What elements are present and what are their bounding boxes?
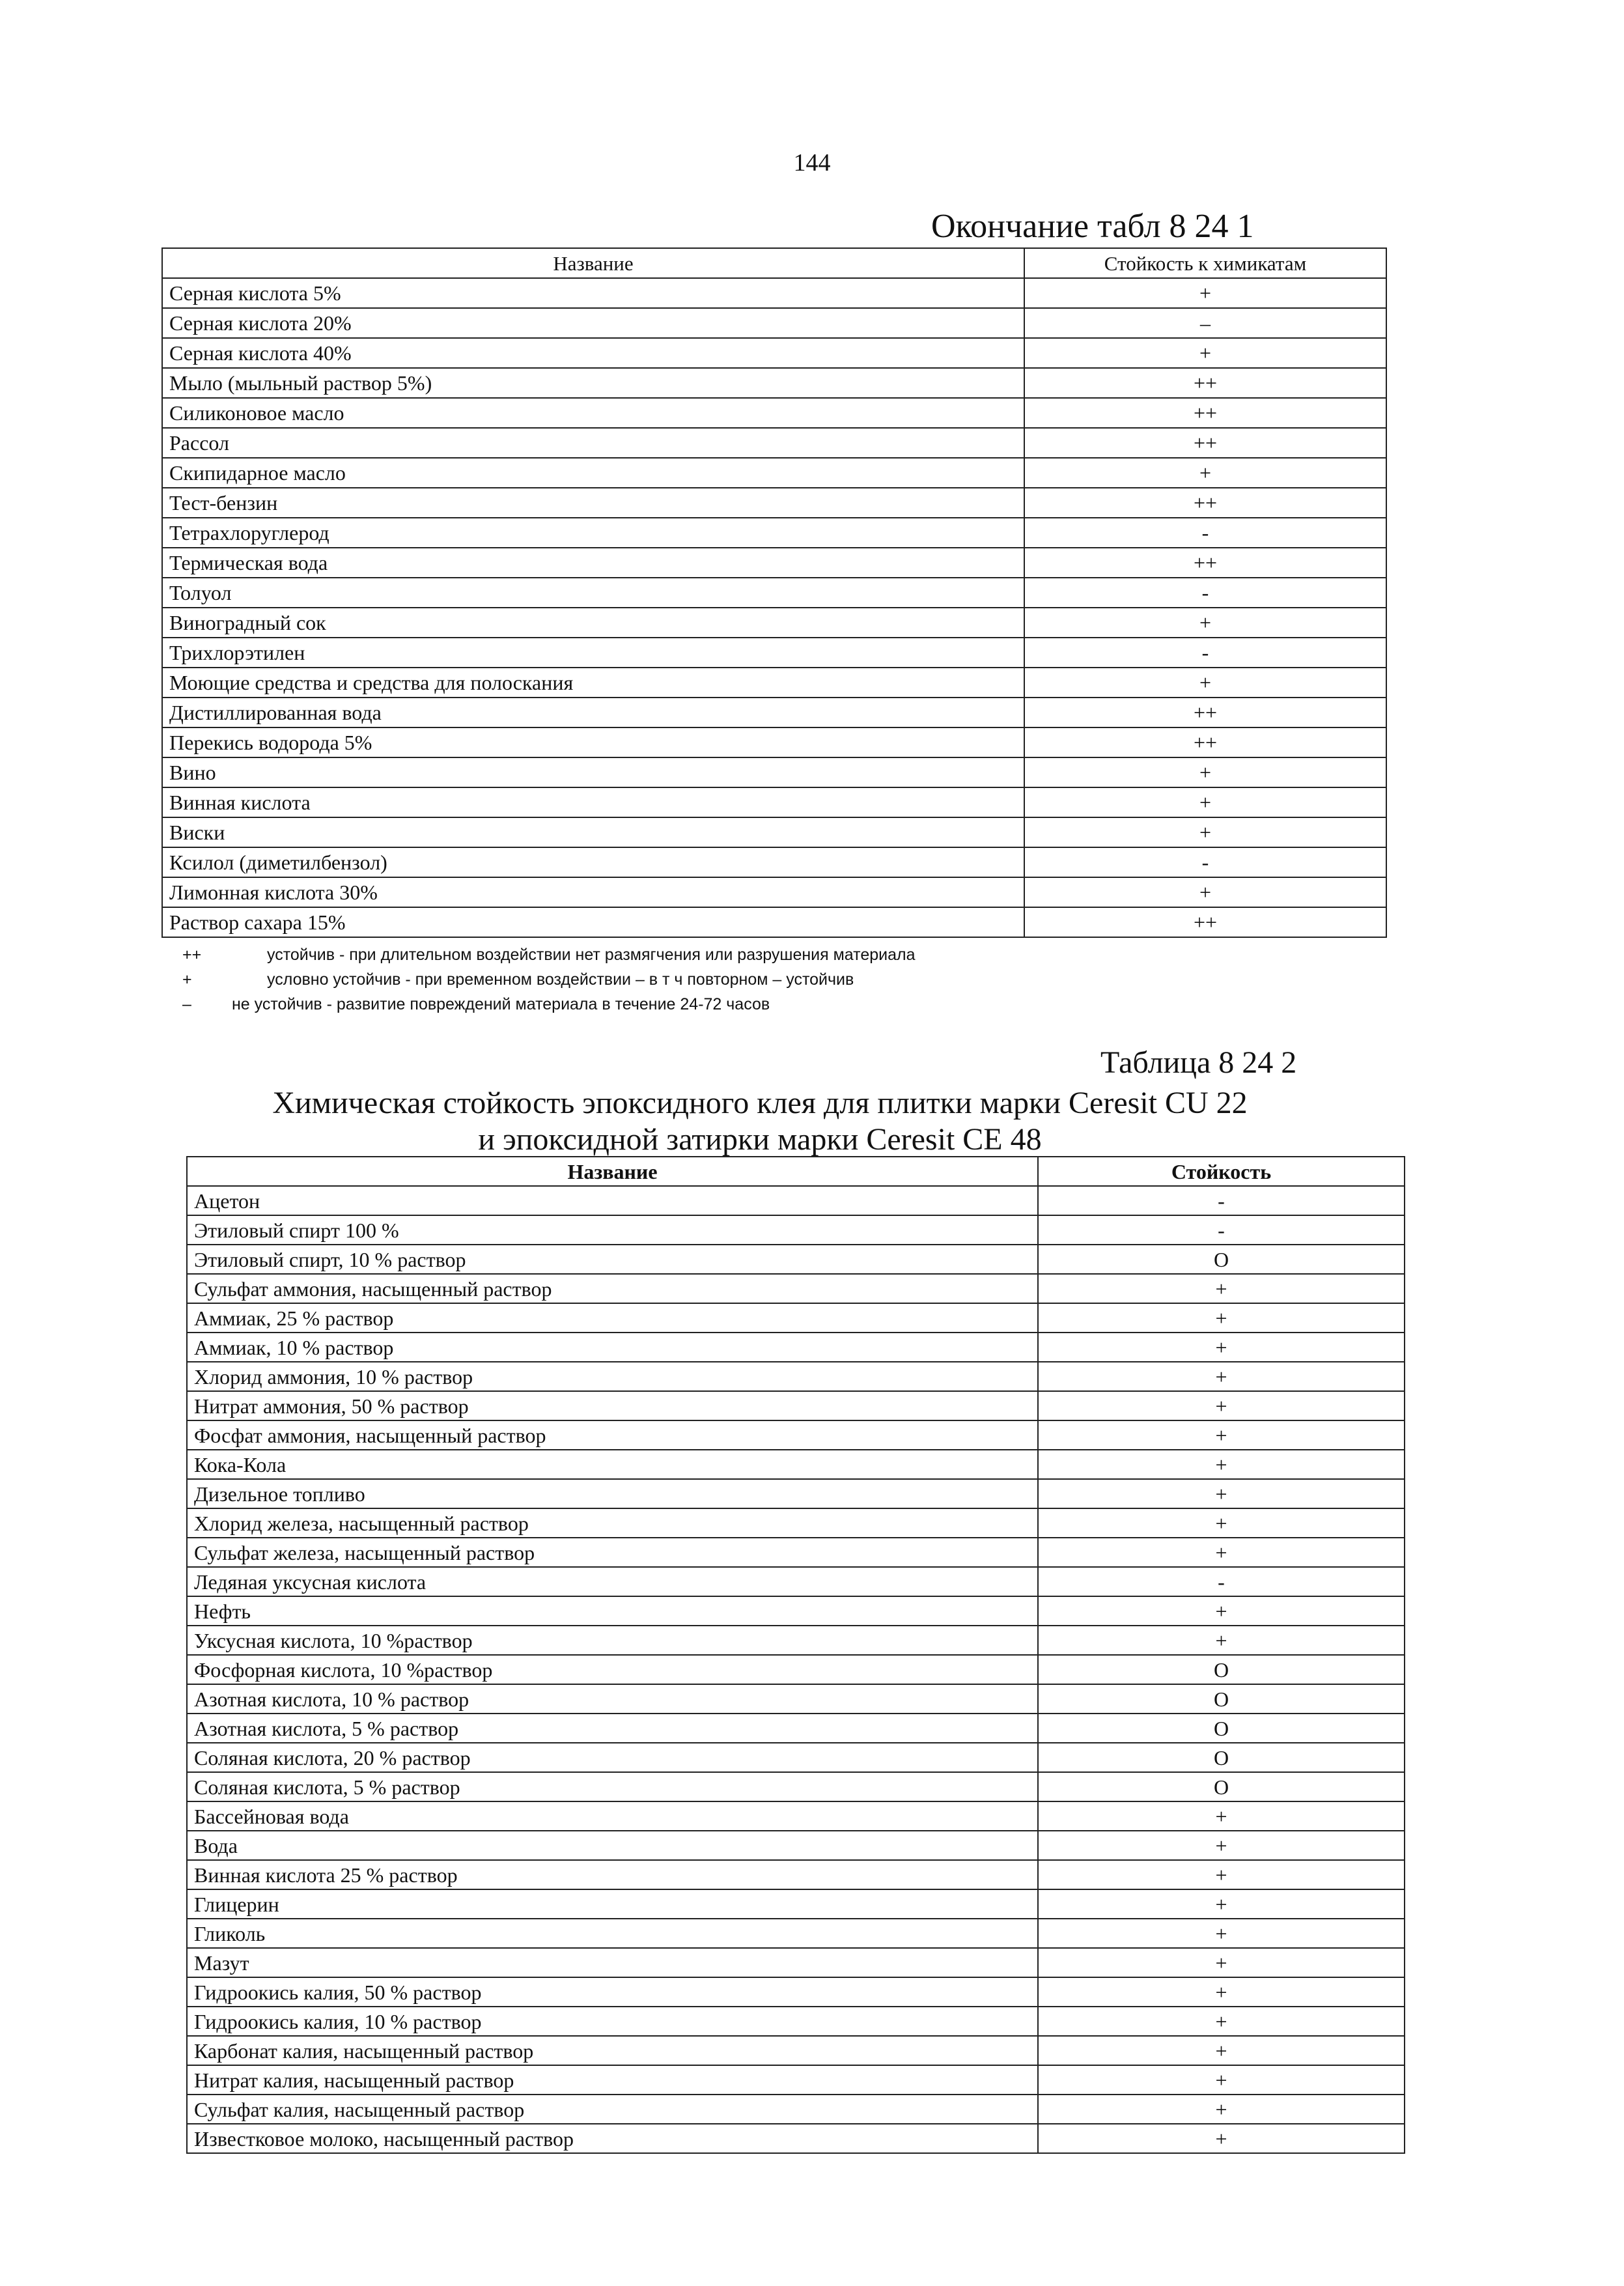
table1-cell-name: Вино: [162, 757, 1024, 787]
table2-row: [187, 1508, 1405, 1538]
legend-symbol: +: [182, 970, 192, 989]
table1-row: [162, 817, 1386, 847]
table1-cell-name: Серная кислота 20%: [162, 308, 1024, 338]
table2-cell-value: +: [1038, 1333, 1405, 1362]
table2-row: [187, 2065, 1405, 2095]
table2-cell-name: Карбонат калия, насыщенный раствор: [187, 2036, 1038, 2065]
table1-row: [162, 518, 1386, 548]
table2-row: [187, 1538, 1405, 1567]
table2-cell-name: Бассейновая вода: [187, 1801, 1038, 1831]
table2-cell-name: Кока-Кола: [187, 1450, 1038, 1479]
table1-row: [162, 308, 1386, 338]
table2-cell-value: O: [1038, 1245, 1405, 1274]
table1-cell-value: ++: [1024, 548, 1386, 578]
table2-cell-value: +: [1038, 1508, 1405, 1538]
table1-row: [162, 458, 1386, 488]
table2-header-name: Название: [187, 1157, 1038, 1186]
legend-symbol: –: [182, 995, 191, 1013]
table2-row: [187, 1948, 1405, 1977]
table2-cell-name: Азотная кислота, 10 % раствор: [187, 1684, 1038, 1714]
table1-cell-name: Дистиллированная вода: [162, 698, 1024, 727]
table1-cell-value: ++: [1024, 727, 1386, 757]
legend-text: не устойчив - развитие повреждений материала в течение 24-72 часов: [232, 995, 770, 1013]
table2-row: [187, 1801, 1405, 1831]
table2-cell-name: Дизельное топливо: [187, 1479, 1038, 1508]
table2-title-line1: Химическая стойкость эпоксидного клея для плитки марки Ceresit CU 22: [272, 1086, 1248, 1120]
table2-row: [187, 2007, 1405, 2036]
table2-cell-value: +: [1038, 1450, 1405, 1479]
table2-row: [187, 1245, 1405, 1274]
table2-cell-value: +: [1038, 1391, 1405, 1420]
table1-row: [162, 877, 1386, 907]
table1-row: [162, 698, 1386, 727]
table1-cell-value: -: [1024, 847, 1386, 877]
table1-cell-value: +: [1024, 338, 1386, 368]
table2-row: [187, 1655, 1405, 1684]
table2-cell-value: +: [1038, 1889, 1405, 1919]
table1-cell-name: Силиконовое масло: [162, 398, 1024, 428]
table2-cell-value: +: [1038, 1362, 1405, 1391]
table1-cell-value: ++: [1024, 398, 1386, 428]
table2-row: [187, 1596, 1405, 1626]
table2-row: [187, 2095, 1405, 2124]
table2-cell-name: Сульфат аммония, насыщенный раствор: [187, 1274, 1038, 1303]
table1-cell-name: Термическая вода: [162, 548, 1024, 578]
table1-cell-value: -: [1024, 638, 1386, 668]
table1-cell-name: Трихлорэтилен: [162, 638, 1024, 668]
legend-text: условно устойчив - при временном воздействии – в т ч повторном – устойчив: [267, 970, 854, 989]
table1-cell-value: +: [1024, 278, 1386, 308]
table2-row: [187, 1860, 1405, 1889]
table1-caption: Окончание табл 8 24 1: [931, 208, 1254, 245]
table2-cell-value: O: [1038, 1772, 1405, 1801]
table1-cell-value: -: [1024, 518, 1386, 548]
table2-cell-value: +: [1038, 1479, 1405, 1508]
table2-header-value: Стойкость: [1038, 1157, 1405, 1186]
table2-row: [187, 1450, 1405, 1479]
table1-row: [162, 548, 1386, 578]
table2-cell-name: Фосфорная кислота, 10 %раствор: [187, 1655, 1038, 1684]
table2-cell-name: Винная кислота 25 % раствор: [187, 1860, 1038, 1889]
table1-cell-name: Лимонная кислота 30%: [162, 877, 1024, 907]
legend-symbol: ++: [182, 946, 202, 964]
table2-title-line2: и эпоксидной затирки марки Ceresit CE 48: [478, 1122, 1042, 1157]
table1-cell-value: +: [1024, 668, 1386, 698]
table1-row: [162, 488, 1386, 518]
table2-cell-name: Азотная кислота, 5 % раствор: [187, 1714, 1038, 1743]
table2-cell-name: Нитрат аммония, 50 % раствор: [187, 1391, 1038, 1420]
table2-cell-name: Гидроокись калия, 50 % раствор: [187, 1977, 1038, 2007]
table2-row: [187, 1567, 1405, 1596]
table2-cell-name: Хлорид аммония, 10 % раствор: [187, 1362, 1038, 1391]
table2-cell-name: Нефть: [187, 1596, 1038, 1626]
table2-row: [187, 1714, 1405, 1743]
table1-cell-name: Мыло (мыльный раствор 5%): [162, 368, 1024, 398]
table1-cell-name: Толуол: [162, 578, 1024, 608]
table1-header-row: [162, 248, 1386, 278]
table2-cell-value: +: [1038, 1801, 1405, 1831]
table2-cell-value: +: [1038, 1626, 1405, 1655]
table2-row: [187, 1303, 1405, 1333]
table2-cell-value: +: [1038, 1596, 1405, 1626]
table2-header-row: [187, 1157, 1405, 1186]
table2-cell-value: +: [1038, 1274, 1405, 1303]
table1-row: [162, 368, 1386, 398]
table1-cell-name: Перекись водорода 5%: [162, 727, 1024, 757]
table2-cell-name: Глицерин: [187, 1889, 1038, 1919]
table1-cell-value: +: [1024, 877, 1386, 907]
table2-cell-value: O: [1038, 1684, 1405, 1714]
table2-row: [187, 1186, 1405, 1215]
table2-row: [187, 1772, 1405, 1801]
table2-cell-name: Ледяная уксусная кислота: [187, 1567, 1038, 1596]
table1-row: [162, 757, 1386, 787]
table2-cell-name: Аммиак, 25 % раствор: [187, 1303, 1038, 1333]
table2-cell-name: Сульфат калия, насыщенный раствор: [187, 2095, 1038, 2124]
table2-label: Таблица 8 24 2: [1100, 1045, 1297, 1080]
table1-cell-name: Серная кислота 5%: [162, 278, 1024, 308]
table2-row: [187, 1977, 1405, 2007]
table2-row: [187, 1215, 1405, 1245]
table1-cell-name: Моющие средства и средства для полоскания: [162, 668, 1024, 698]
table2-cell-name: Уксусная кислота, 10 %раствор: [187, 1626, 1038, 1655]
table2-cell-value: -: [1038, 1567, 1405, 1596]
table2-cell-name: Известковое молоко, насыщенный раствор: [187, 2124, 1038, 2153]
table2-row: [187, 1684, 1405, 1714]
table2-cell-value: +: [1038, 1303, 1405, 1333]
table2-cell-value: +: [1038, 1420, 1405, 1450]
table2-cell-value: +: [1038, 2007, 1405, 2036]
table2-row: [187, 1274, 1405, 1303]
table1-row: [162, 847, 1386, 877]
table2-cell-value: -: [1038, 1215, 1405, 1245]
table1-cell-name: Винная кислота: [162, 787, 1024, 817]
table1-cell-name: Тетрахлоруглерод: [162, 518, 1024, 548]
table2-cell-value: +: [1038, 1948, 1405, 1977]
table1-cell-value: ++: [1024, 488, 1386, 518]
table1-cell-value: +: [1024, 458, 1386, 488]
table2-cell-name: Соляная кислота, 5 % раствор: [187, 1772, 1038, 1801]
table2-cell-value: O: [1038, 1743, 1405, 1772]
table1-cell-value: +: [1024, 787, 1386, 817]
table2-cell-name: Соляная кислота, 20 % раствор: [187, 1743, 1038, 1772]
table2-cell-value: +: [1038, 1538, 1405, 1567]
table1-cell-name: Виски: [162, 817, 1024, 847]
table2-row: [187, 1362, 1405, 1391]
table2-cell-value: O: [1038, 1655, 1405, 1684]
table2-cell-value: +: [1038, 2065, 1405, 2095]
table1-cell-value: +: [1024, 817, 1386, 847]
table2-cell-value: +: [1038, 1860, 1405, 1889]
table1-cell-value: ++: [1024, 907, 1386, 937]
table1-cell-value: ++: [1024, 428, 1386, 458]
table2-cell-value: +: [1038, 2036, 1405, 2065]
table2-cell-value: +: [1038, 1919, 1405, 1948]
table1-header-value: Стойкость к химикатам: [1024, 248, 1386, 278]
table2-row: [187, 1743, 1405, 1772]
table2-row: [187, 1479, 1405, 1508]
chemical-resistance-table-2: [186, 1156, 1405, 2154]
table2-cell-name: Гидроокись калия, 10 % раствор: [187, 2007, 1038, 2036]
table2-row: [187, 1626, 1405, 1655]
table2-cell-value: O: [1038, 1714, 1405, 1743]
table1-cell-name: Скипидарное масло: [162, 458, 1024, 488]
table1-row: [162, 578, 1386, 608]
table2-cell-value: +: [1038, 1831, 1405, 1860]
table2-row: [187, 1420, 1405, 1450]
table2-row: [187, 2124, 1405, 2153]
table1-cell-name: Тест-бензин: [162, 488, 1024, 518]
table1-row: [162, 428, 1386, 458]
table2-cell-name: Этиловый спирт, 10 % раствор: [187, 1245, 1038, 1274]
table1-row: [162, 338, 1386, 368]
table1-cell-value: +: [1024, 757, 1386, 787]
table1-row: [162, 787, 1386, 817]
table2-body: [187, 1186, 1405, 2153]
table2-cell-name: Фосфат аммония, насыщенный раствор: [187, 1420, 1038, 1450]
table2-row: [187, 1333, 1405, 1362]
table2-cell-name: Вода: [187, 1831, 1038, 1860]
table1-row: [162, 278, 1386, 308]
table1-row: [162, 727, 1386, 757]
table1-row: [162, 608, 1386, 638]
table2-cell-value: +: [1038, 2095, 1405, 2124]
table2-row: [187, 1889, 1405, 1919]
table1-cell-value: -: [1024, 578, 1386, 608]
table1-cell-value: +: [1024, 608, 1386, 638]
table1-cell-name: Раствор сахара 15%: [162, 907, 1024, 937]
table1-cell-name: Ксилол (диметилбензол): [162, 847, 1024, 877]
table1-row: [162, 398, 1386, 428]
table1-cell-value: –: [1024, 308, 1386, 338]
table1-row: [162, 907, 1386, 937]
table2-cell-name: Этиловый спирт 100 %: [187, 1215, 1038, 1245]
table2-cell-name: Аммиак, 10 % раствор: [187, 1333, 1038, 1362]
legend-text: устойчив - при длительном воздействии нет размягчения или разрушения материала: [267, 946, 916, 964]
page-number: 144: [793, 149, 831, 176]
table2-cell-value: -: [1038, 1186, 1405, 1215]
table2-cell-name: Ацетон: [187, 1186, 1038, 1215]
table1-cell-name: Серная кислота 40%: [162, 338, 1024, 368]
table2-cell-name: Нитрат калия, насыщенный раствор: [187, 2065, 1038, 2095]
table1-header-name: Название: [162, 248, 1024, 278]
table1-cell-value: ++: [1024, 698, 1386, 727]
table1-row: [162, 668, 1386, 698]
table1-cell-name: Виноградный сок: [162, 608, 1024, 638]
table1-row: [162, 638, 1386, 668]
table2-row: [187, 1391, 1405, 1420]
table2-cell-name: Гликоль: [187, 1919, 1038, 1948]
table2-cell-value: +: [1038, 1977, 1405, 2007]
chemical-resistance-table-1: [161, 247, 1387, 938]
table1-cell-value: ++: [1024, 368, 1386, 398]
table2-row: [187, 1831, 1405, 1860]
table2-row: [187, 1919, 1405, 1948]
table1-body: [162, 278, 1386, 937]
table2-cell-value: +: [1038, 2124, 1405, 2153]
table2-cell-name: Сульфат железа, насыщенный раствор: [187, 1538, 1038, 1567]
table2-row: [187, 2036, 1405, 2065]
table2-cell-name: Мазут: [187, 1948, 1038, 1977]
table2-cell-name: Хлорид железа, насыщенный раствор: [187, 1508, 1038, 1538]
table1-cell-name: Рассол: [162, 428, 1024, 458]
